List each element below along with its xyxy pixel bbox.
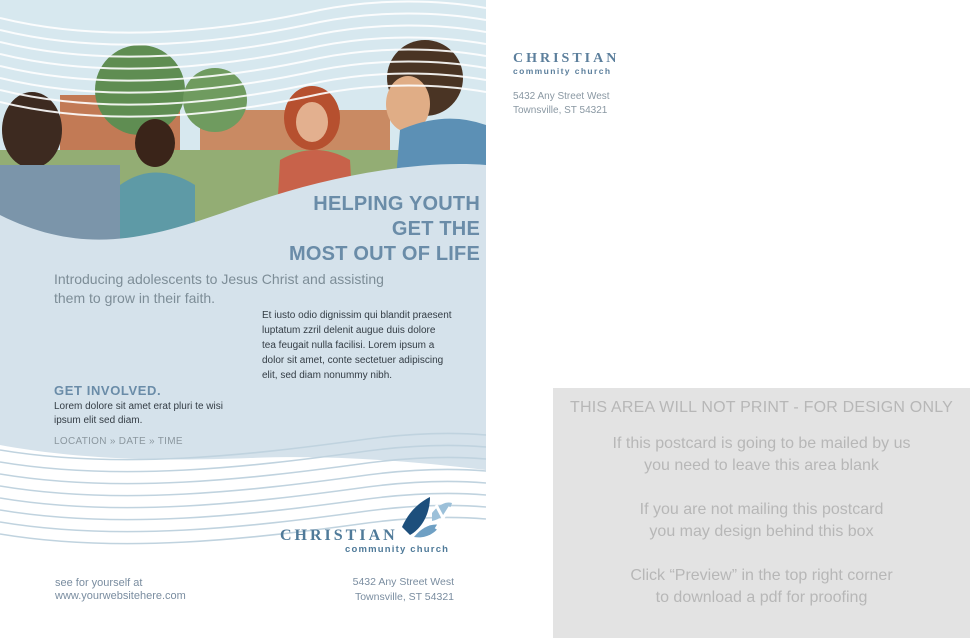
- address-street: 5432 Any Street West: [352, 576, 454, 588]
- church-logo-name: CHRISTIAN: [280, 527, 398, 544]
- notice-line: you need to leave this area blank: [644, 457, 879, 474]
- headline-line-3: MOST OUT OF LIFE: [289, 243, 480, 265]
- return-logo-name: CHRISTIAN: [513, 51, 620, 66]
- website-url: www.yourwebsitehere.com: [55, 590, 186, 602]
- no-print-area: [553, 388, 970, 638]
- address-city: Townsville, ST 54321: [354, 591, 454, 603]
- church-logo-icon: [400, 495, 454, 541]
- get-involved-heading: GET INVOLVED.: [54, 383, 162, 398]
- intro-text: Introducing adolescents to Jesus Christ and assisting them to grow in their faith.: [54, 271, 384, 306]
- body-copy: Et iusto odio dignissim qui blandit praesent luptatum zzril delenit augue duis dolore tea feugait nulla facilisi. Lorem ipsum a dolor sit amet, conte sectetuer adipiscing elit, sed diam nonummy nibh.: [262, 310, 452, 381]
- notice-line: Click “Preview” in the top right corner: [630, 567, 893, 584]
- return-address-street: 5432 Any Street West: [513, 91, 610, 102]
- return-address-city: Townsville, ST 54321: [513, 105, 608, 116]
- notice-line: you may design behind this box: [649, 523, 874, 540]
- notice-line: If you are not mailing this postcard: [639, 501, 884, 518]
- no-print-title: THIS AREA WILL NOT PRINT - FOR DESIGN ONLY: [570, 399, 953, 416]
- headline-line-1: HELPING YOUTH: [313, 193, 480, 215]
- event-details: LOCATION » DATE » TIME: [54, 436, 183, 447]
- headline-line-2: GET THE: [391, 218, 480, 240]
- church-logo-subtitle: community church: [345, 544, 450, 555]
- headline: [289, 192, 480, 267]
- notice-line: If this postcard is going to be mailed by us: [612, 435, 911, 452]
- website-intro: see for yourself at: [55, 577, 143, 589]
- notice-line: to download a pdf for proofing: [655, 589, 868, 606]
- get-involved-text: Lorem dolore sit amet erat pluri te wisi ipsum elit sed diam.: [54, 401, 223, 426]
- return-logo-subtitle: community church: [513, 66, 612, 76]
